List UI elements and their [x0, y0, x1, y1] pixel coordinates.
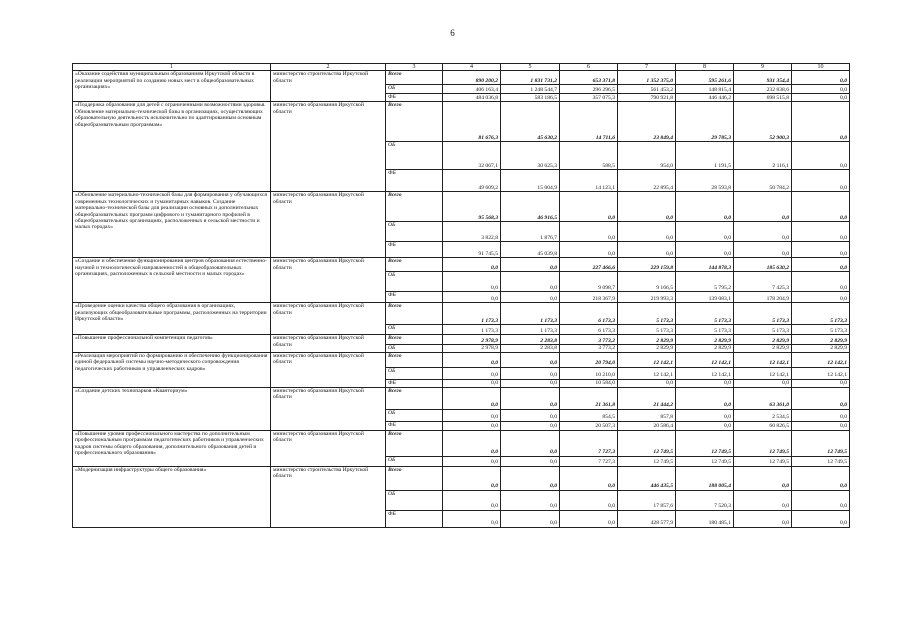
amount-cell: 0,0 [443, 456, 501, 466]
amount-cell: 12 749,5 [792, 456, 850, 466]
funding-source: Всего [386, 466, 443, 490]
amount-cell: 0,0 [560, 510, 618, 527]
amount-cell: 0,0 [560, 192, 618, 222]
responsible-executor: министерство образования Иркутской области [271, 387, 386, 430]
amount-cell: 0,0 [560, 466, 618, 490]
amount-cell: 185 630,2 [734, 258, 792, 272]
amount-cell: 0,0 [501, 430, 560, 456]
amount-cell: 0,0 [676, 242, 734, 258]
responsible-executor: министерство образования Иркутской области [271, 430, 386, 466]
amount-cell: 484 036,8 [443, 94, 501, 102]
amount-cell: 29 785,3 [676, 102, 734, 142]
amount-cell: 12 749,5 [618, 430, 676, 456]
amount-cell: 1 173,3 [501, 303, 560, 325]
amount-cell: 12 142,1 [792, 352, 850, 367]
amount-cell: 12 142,1 [618, 352, 676, 367]
amount-cell: 49 609,2 [443, 170, 501, 192]
amount-cell: 21 361,8 [560, 387, 618, 409]
responsible-executor: министерство образования Иркутской области [271, 258, 386, 303]
funding-source: Всего [386, 71, 443, 85]
header-cell: 3 [386, 64, 443, 71]
amount-cell: 2 283,8 [501, 335, 560, 345]
amount-cell: 2 116,1 [734, 142, 792, 170]
funding-source: ФБ [386, 94, 443, 102]
amount-cell: 12 142,1 [618, 367, 676, 379]
funding-source: ОБ [386, 85, 443, 94]
amount-cell: 15 004,9 [501, 170, 560, 192]
amount-cell: 232 838,6 [734, 85, 792, 94]
amount-cell: 0,0 [734, 510, 792, 527]
amount-cell: 0,0 [560, 242, 618, 258]
amount-cell: 10 584,0 [560, 379, 618, 387]
amount-cell: 20 794,0 [560, 352, 618, 367]
amount-cell: 227 466,6 [560, 258, 618, 272]
amount-cell: 0,0 [443, 367, 501, 379]
amount-cell: 0,0 [792, 409, 850, 421]
amount-cell: 653 371,8 [560, 71, 618, 85]
amount-cell: 1 352 375,0 [618, 71, 676, 85]
amount-cell: 0,0 [792, 242, 850, 258]
amount-cell: 857,8 [618, 409, 676, 421]
amount-cell: 0,0 [443, 466, 501, 490]
amount-cell: 1 191,5 [676, 142, 734, 170]
amount-cell: 23 849,4 [618, 102, 676, 142]
amount-cell: 0,0 [618, 222, 676, 242]
amount-cell: 91 745,5 [443, 242, 501, 258]
amount-cell: 2 829,9 [676, 335, 734, 345]
amount-cell: 14 711,6 [560, 102, 618, 142]
amount-cell: 12 142,1 [792, 367, 850, 379]
amount-cell: 12 749,5 [676, 456, 734, 466]
funding-source: ОБ [386, 345, 443, 352]
funding-source: ОБ [386, 367, 443, 379]
amount-cell: 583 186,5 [501, 94, 560, 102]
amount-cell: 12 142,1 [676, 352, 734, 367]
amount-cell: 0,0 [501, 292, 560, 303]
budget-table [72, 63, 850, 528]
amount-cell: 698 515,8 [734, 94, 792, 102]
measure-name: «Обновление материально-технической базы для формирования у обучающихся современных технологических и гуманитарных навыков. Создание материально-технической базы для реализации основных и дополнительных общеобразовательных программ цифрового и гуманитарного профилей в общеобразовательных организациях, расположенных в сельской местности и малых городах» [73, 192, 271, 258]
header-cell: 5 [501, 64, 560, 71]
measure-name: «Модернизация инфраструктуры общего образования» [73, 466, 271, 527]
responsible-executor: министерство строительства Иркутской области [271, 466, 386, 527]
amount-cell: 0,0 [501, 258, 560, 272]
amount-cell: 0,0 [676, 222, 734, 242]
amount-cell: 7 727,3 [560, 430, 618, 456]
amount-cell: 0,0 [443, 510, 501, 527]
amount-cell: 446 446,2 [676, 94, 734, 102]
amount-cell: 9 098,7 [560, 272, 618, 292]
amount-cell: 2 829,9 [618, 335, 676, 345]
funding-source: Всего [386, 303, 443, 325]
amount-cell: 21 444,2 [618, 387, 676, 409]
amount-cell: 0,0 [501, 490, 560, 510]
amount-cell: 0,0 [560, 222, 618, 242]
amount-cell: 0,0 [501, 367, 560, 379]
amount-cell: 0,0 [501, 379, 560, 387]
funding-source: Всего [386, 192, 443, 222]
amount-cell: 12 749,5 [676, 430, 734, 456]
measure-name: «Создание и обеспечение функционирования центров образования естественно-научной и технологической направленностей в общеобразовательных организациях, расположенных в сельской местности и малых городах» [73, 258, 271, 303]
table-row [73, 352, 850, 367]
amount-cell: 0,0 [501, 272, 560, 292]
amount-cell: 1 248 544,7 [501, 85, 560, 94]
amount-cell: 2 829,9 [676, 345, 734, 352]
amount-cell: 0,0 [676, 409, 734, 421]
amount-cell: 218 367,9 [560, 292, 618, 303]
measure-name: «Поддержка образования для детей с ограниченными возможностями здоровья. Обновление материально-технической базы в организациях, осуществляющих образовательную деятельность исключительно по адаптированным основным общеобразовательным программам» [73, 102, 271, 192]
responsible-executor: министерство строительства Иркутской области [271, 71, 386, 102]
amount-cell: 60 826,5 [734, 421, 792, 430]
amount-cell: 2 978,9 [443, 345, 501, 352]
amount-cell: 5 173,3 [734, 303, 792, 325]
amount-cell: 890 200,2 [443, 71, 501, 85]
amount-cell: 0,0 [734, 222, 792, 242]
amount-cell: 3 822,8 [443, 222, 501, 242]
amount-cell: 1 173,3 [501, 325, 560, 335]
amount-cell: 180 485,1 [676, 510, 734, 527]
responsible-executor: министерство образования Иркутской области [271, 102, 386, 192]
amount-cell: 22 895,4 [618, 170, 676, 192]
funding-source: ФБ [386, 510, 443, 527]
amount-cell: 0,0 [734, 466, 792, 490]
amount-cell: 0,0 [792, 272, 850, 292]
funding-source: ФБ [386, 242, 443, 258]
amount-cell: 0,0 [792, 466, 850, 490]
amount-cell: 229 159,8 [618, 258, 676, 272]
amount-cell: 0,0 [501, 456, 560, 466]
amount-cell: 2 978,9 [443, 335, 501, 345]
amount-cell: 0,0 [443, 272, 501, 292]
amount-cell: 2 829,9 [618, 345, 676, 352]
amount-cell: 790 921,8 [618, 94, 676, 102]
amount-cell: 0,0 [443, 387, 501, 409]
funding-source: Всего [386, 258, 443, 272]
amount-cell: 588,5 [560, 142, 618, 170]
table-row [73, 466, 850, 490]
amount-cell: 148 815,4 [676, 85, 734, 94]
amount-cell: 3 773,2 [560, 335, 618, 345]
header-row [73, 64, 850, 71]
table-row [73, 387, 850, 409]
header-cell: 8 [676, 64, 734, 71]
header-cell: 2 [271, 64, 386, 71]
table-row [73, 303, 850, 325]
amount-cell: 52 900,3 [734, 102, 792, 142]
amount-cell: 0,0 [792, 379, 850, 387]
amount-cell: 219 993,3 [618, 292, 676, 303]
header-cell: 10 [792, 64, 850, 71]
amount-cell: 446 435,5 [618, 466, 676, 490]
amount-cell: 854,5 [560, 409, 618, 421]
amount-cell: 0,0 [501, 387, 560, 409]
amount-cell: 14 123,1 [560, 170, 618, 192]
funding-source: Всего [386, 102, 443, 142]
amount-cell: 0,0 [501, 352, 560, 367]
amount-cell: 357 075,3 [560, 94, 618, 102]
amount-cell: 5 173,3 [792, 303, 850, 325]
amount-cell: 12 749,5 [734, 430, 792, 456]
table-row [73, 102, 850, 142]
amount-cell: 1 831 731,2 [501, 71, 560, 85]
amount-cell: 7 727,3 [560, 456, 618, 466]
amount-cell: 0,0 [443, 258, 501, 272]
amount-cell: 296 296,5 [560, 85, 618, 94]
amount-cell: 0,0 [443, 421, 501, 430]
responsible-executor: министерство образования Иркутской области [271, 192, 386, 258]
amount-cell: 12 749,5 [792, 430, 850, 456]
amount-cell: 0,0 [618, 242, 676, 258]
amount-cell: 144 878,3 [676, 258, 734, 272]
amount-cell: 2 829,9 [792, 345, 850, 352]
amount-cell: 0,0 [792, 142, 850, 170]
funding-source: ОБ [386, 490, 443, 510]
table-row [73, 192, 850, 222]
header-cell: 4 [443, 64, 501, 71]
amount-cell: 178 204,9 [734, 292, 792, 303]
funding-source: ОБ [386, 142, 443, 170]
amount-cell: 20 507,3 [560, 421, 618, 430]
amount-cell: 406 163,4 [443, 85, 501, 94]
amount-cell: 1 876,7 [501, 222, 560, 242]
funding-source: ФБ [386, 170, 443, 192]
amount-cell: 0,0 [443, 379, 501, 387]
funding-source: ФБ [386, 421, 443, 430]
amount-cell: 2 283,8 [501, 345, 560, 352]
amount-cell: 7 520,3 [676, 490, 734, 510]
measure-name: «Реализация мероприятий по формированию и обеспечению функционирования единой федеральной системы научно-методического сопровождения педагогических работников и управленческих кадров» [73, 352, 271, 387]
amount-cell: 0,0 [792, 258, 850, 272]
header-cell: 1 [73, 64, 271, 71]
amount-cell: 7 425,3 [734, 272, 792, 292]
amount-cell: 0,0 [734, 490, 792, 510]
amount-cell: 0,0 [792, 490, 850, 510]
amount-cell: 0,0 [501, 409, 560, 421]
funding-source: Всего [386, 352, 443, 367]
amount-cell: 0,0 [501, 421, 560, 430]
amount-cell: 3 773,2 [560, 345, 618, 352]
amount-cell: 595 261,6 [676, 71, 734, 85]
amount-cell: 0,0 [676, 387, 734, 409]
amount-cell: 5 173,3 [676, 325, 734, 335]
amount-cell: 5 173,3 [676, 303, 734, 325]
amount-cell: 32 067,1 [443, 142, 501, 170]
amount-cell: 2 829,9 [792, 335, 850, 345]
measure-name: «Оказание содействия муниципальным образованиям Иркутской области в реализации мероприятий по созданию новых мест в общеобразовательных организациях» [73, 71, 271, 102]
amount-cell: 12 749,5 [734, 456, 792, 466]
amount-cell: 0,0 [792, 222, 850, 242]
amount-cell: 0,0 [792, 170, 850, 192]
amount-cell: 0,0 [734, 192, 792, 222]
amount-cell: 12 142,1 [734, 352, 792, 367]
table-row [73, 71, 850, 85]
measure-name: «Проведение оценки качества общего образования в организациях, реализующих общеобразовательные программы, расположенных на территории Иркутской области» [73, 303, 271, 335]
amount-cell: 2 829,9 [734, 335, 792, 345]
amount-cell: 46 916,5 [501, 192, 560, 222]
amount-cell: 0,0 [618, 379, 676, 387]
amount-cell: 81 676,3 [443, 102, 501, 142]
header-cell: 9 [734, 64, 792, 71]
amount-cell: 1 173,3 [443, 325, 501, 335]
amount-cell: 0,0 [792, 292, 850, 303]
funding-source: ОБ [386, 325, 443, 335]
funding-source: ОБ [386, 272, 443, 292]
amount-cell: 188 005,4 [676, 466, 734, 490]
amount-cell: 95 568,3 [443, 192, 501, 222]
header-cell: 6 [560, 64, 618, 71]
amount-cell: 139 083,1 [676, 292, 734, 303]
amount-cell: 30 625,3 [501, 142, 560, 170]
measure-name: «Создание детских технопарков «Кванториум» [73, 387, 271, 430]
funding-source: ОБ [386, 409, 443, 421]
amount-cell: 5 173,3 [618, 325, 676, 335]
amount-cell: 0,0 [792, 94, 850, 102]
amount-cell: 20 586,4 [618, 421, 676, 430]
amount-cell: 6 173,3 [560, 325, 618, 335]
amount-cell: 0,0 [443, 430, 501, 456]
funding-source: Всего [386, 387, 443, 409]
amount-cell: 63 361,0 [734, 387, 792, 409]
page-number: 6 [450, 28, 455, 38]
table-row [73, 258, 850, 272]
funding-source: Всего [386, 430, 443, 456]
amount-cell: 0,0 [792, 387, 850, 409]
amount-cell: 5 173,3 [792, 325, 850, 335]
amount-cell: 0,0 [443, 352, 501, 367]
amount-cell: 45 630,2 [501, 102, 560, 142]
funding-source: ОБ [386, 222, 443, 242]
amount-cell: 0,0 [560, 490, 618, 510]
amount-cell: 0,0 [443, 490, 501, 510]
measure-name: «Повышение профессиональной компетенции педагогов» [73, 335, 271, 352]
amount-cell: 0,0 [676, 421, 734, 430]
amount-cell: 6 173,3 [560, 303, 618, 325]
amount-cell: 9 166,5 [618, 272, 676, 292]
amount-cell: 2 829,9 [734, 345, 792, 352]
amount-cell: 10 210,0 [560, 367, 618, 379]
amount-cell: 5 173,3 [734, 325, 792, 335]
amount-cell: 0,0 [792, 71, 850, 85]
header-cell: 7 [618, 64, 676, 71]
funding-source: ФБ [386, 292, 443, 303]
amount-cell: 1 173,3 [443, 303, 501, 325]
amount-cell: 954,0 [618, 142, 676, 170]
responsible-executor: министерство образования Иркутской области [271, 335, 386, 352]
amount-cell: 50 784,2 [734, 170, 792, 192]
amount-cell: 12 142,1 [676, 367, 734, 379]
measure-name: «Повышение уровня профессионального мастерства по дополнительным профессиональным программам педагогических работников и управленческих кадров системы общего образования, дополнительного образования детей и профессионального образования» [73, 430, 271, 466]
amount-cell: 2 534,5 [734, 409, 792, 421]
amount-cell: 28 593,8 [676, 170, 734, 192]
responsible-executor: министерство образования Иркутской области [271, 303, 386, 335]
amount-cell: 0,0 [501, 510, 560, 527]
amount-cell: 0,0 [676, 192, 734, 222]
amount-cell: 0,0 [792, 192, 850, 222]
funding-source: ФБ [386, 379, 443, 387]
amount-cell: 17 857,6 [618, 490, 676, 510]
table-row [73, 430, 850, 456]
amount-cell: 931 354,4 [734, 71, 792, 85]
amount-cell: 0,0 [792, 421, 850, 430]
amount-cell: 5 795,2 [676, 272, 734, 292]
amount-cell: 561 453,2 [618, 85, 676, 94]
table-body [73, 64, 850, 528]
funding-source: Всего [386, 335, 443, 345]
amount-cell: 0,0 [792, 510, 850, 527]
amount-cell: 0,0 [443, 292, 501, 303]
amount-cell: 0,0 [734, 379, 792, 387]
responsible-executor: министерство образования Иркутской области [271, 352, 386, 387]
amount-cell: 428 577,9 [618, 510, 676, 527]
amount-cell: 0,0 [792, 102, 850, 142]
amount-cell: 45 039,8 [501, 242, 560, 258]
amount-cell: 12 749,5 [618, 456, 676, 466]
amount-cell: 0,0 [501, 466, 560, 490]
amount-cell: 0,0 [618, 192, 676, 222]
table-row [73, 335, 850, 345]
funding-source: ОБ [386, 456, 443, 466]
amount-cell: 0,0 [676, 379, 734, 387]
amount-cell: 0,0 [734, 242, 792, 258]
amount-cell: 12 142,1 [734, 367, 792, 379]
amount-cell: 0,0 [443, 409, 501, 421]
amount-cell: 0,0 [792, 85, 850, 94]
amount-cell: 5 173,3 [618, 303, 676, 325]
